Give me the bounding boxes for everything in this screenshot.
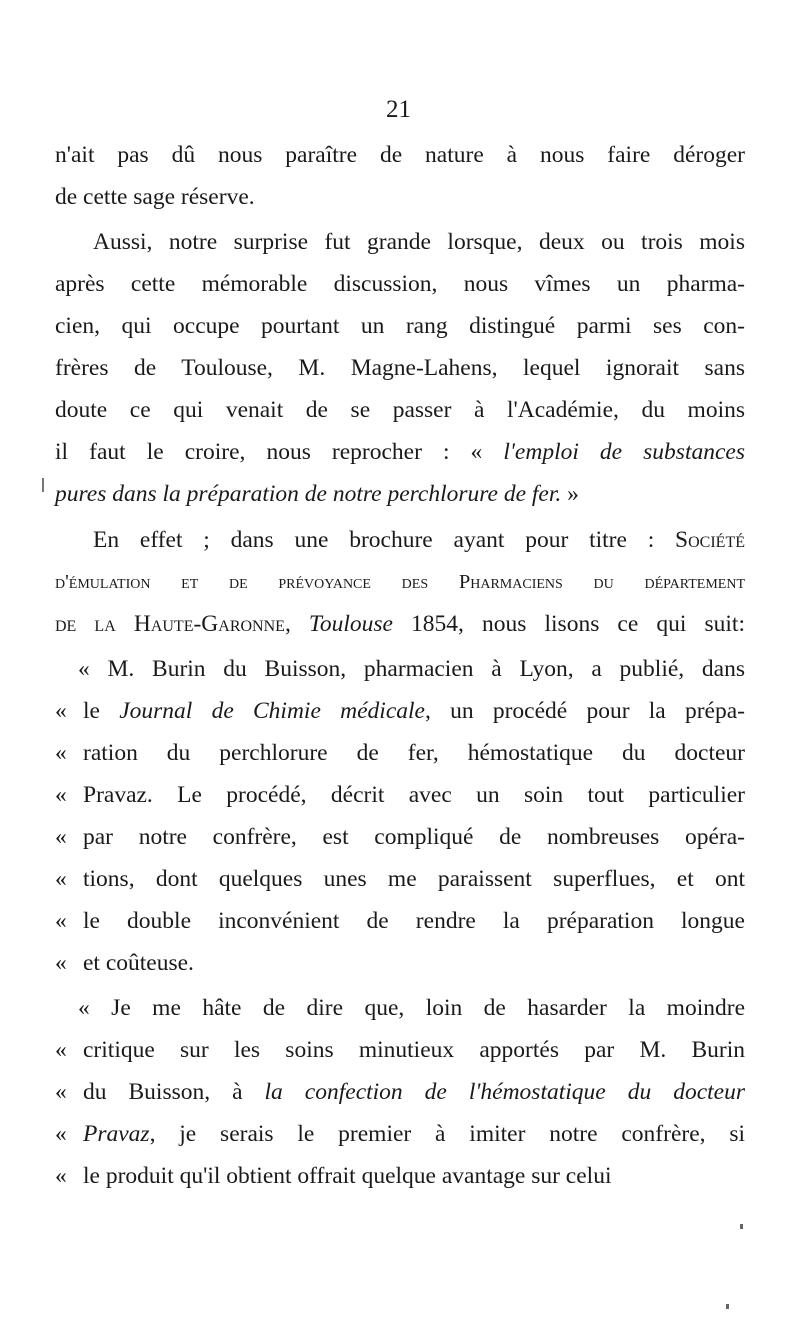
quote-line: « tions, dont quelques unes me paraissent superflues, et ont — [55, 866, 745, 892]
scan-mark — [726, 1304, 729, 1309]
quote-line: « Pravaz. Le procédé, décrit avec un soin tout particulier — [55, 782, 745, 808]
quote-line: « et coûteuse. — [55, 950, 194, 976]
text-line: frères de Toulouse, M. Magne-Lahens, lequel ignorait sans — [55, 355, 745, 381]
quote-line: « du Buisson, à la confection de l'hémostatique du docteur — [55, 1079, 745, 1105]
quote-line: « ration du perchlorure de fer, hémostatique du docteur — [55, 740, 745, 766]
quote-line: « le produit qu'il obtient offrait quelque avantage sur celui — [55, 1163, 612, 1189]
quote-line: « le double inconvénient de rendre la préparation longue — [55, 908, 745, 934]
text-line: d'émulation et de prévoyance des Pharmaciens du département — [55, 571, 745, 593]
scan-mark — [42, 478, 44, 492]
text-line: il faut le croire, nous reprocher : « l'emploi de substances — [55, 439, 745, 465]
quote-line: « par notre confrère, est compliqué de nombreuses opéra- — [55, 824, 745, 850]
text-line: n'ait pas dû nous paraître de nature à nous faire déroger — [55, 142, 745, 168]
quote-mark: « — [55, 866, 67, 892]
quote-mark: « — [55, 698, 67, 724]
quote-mark: « — [55, 908, 67, 934]
page-number: 21 — [386, 96, 411, 123]
quote-line: « M. Burin du Buisson, pharmacien à Lyon, a publié, dans — [78, 656, 745, 682]
scan-mark — [740, 1224, 743, 1229]
quote-line: « le Journal de Chimie médicale, un procédé pour la prépa- — [55, 698, 745, 724]
text-line: de la Haute-Garonne, Toulouse 1854, nous lisons ce qui suit: — [55, 611, 745, 637]
quote-mark: « — [55, 740, 67, 766]
quote-mark: « — [55, 950, 67, 976]
quote-mark: « — [55, 1079, 67, 1105]
quote-line: « Pravaz, je serais le premier à imiter notre confrère, si — [55, 1121, 745, 1147]
quote-mark: « — [55, 824, 67, 850]
text-line: doute ce qui venait de se passer à l'Académie, du moins — [55, 397, 745, 423]
quote-mark: « — [55, 1037, 67, 1063]
text-line: de cette sage réserve. — [55, 184, 255, 210]
text-line: Aussi, notre surprise fut grande lorsque, deux ou trois mois — [93, 229, 745, 255]
quote-line: « critique sur les soins minutieux apportés par M. Burin — [55, 1037, 745, 1063]
quote-mark: « — [55, 1163, 67, 1189]
text-line: En effet ; dans une brochure ayant pour titre : Société — [93, 527, 745, 553]
quote-mark: « — [55, 782, 67, 808]
text-line: après cette mémorable discussion, nous vîmes un pharma- — [55, 271, 745, 297]
quote-line: « Je me hâte de dire que, loin de hasarder la moindre — [78, 995, 745, 1021]
quote-mark: « — [55, 1121, 67, 1147]
text-line: cien, qui occupe pourtant un rang distingué parmi ses con- — [55, 313, 745, 339]
text-line: pures dans la préparation de notre perchlorure de fer. » — [55, 481, 579, 507]
